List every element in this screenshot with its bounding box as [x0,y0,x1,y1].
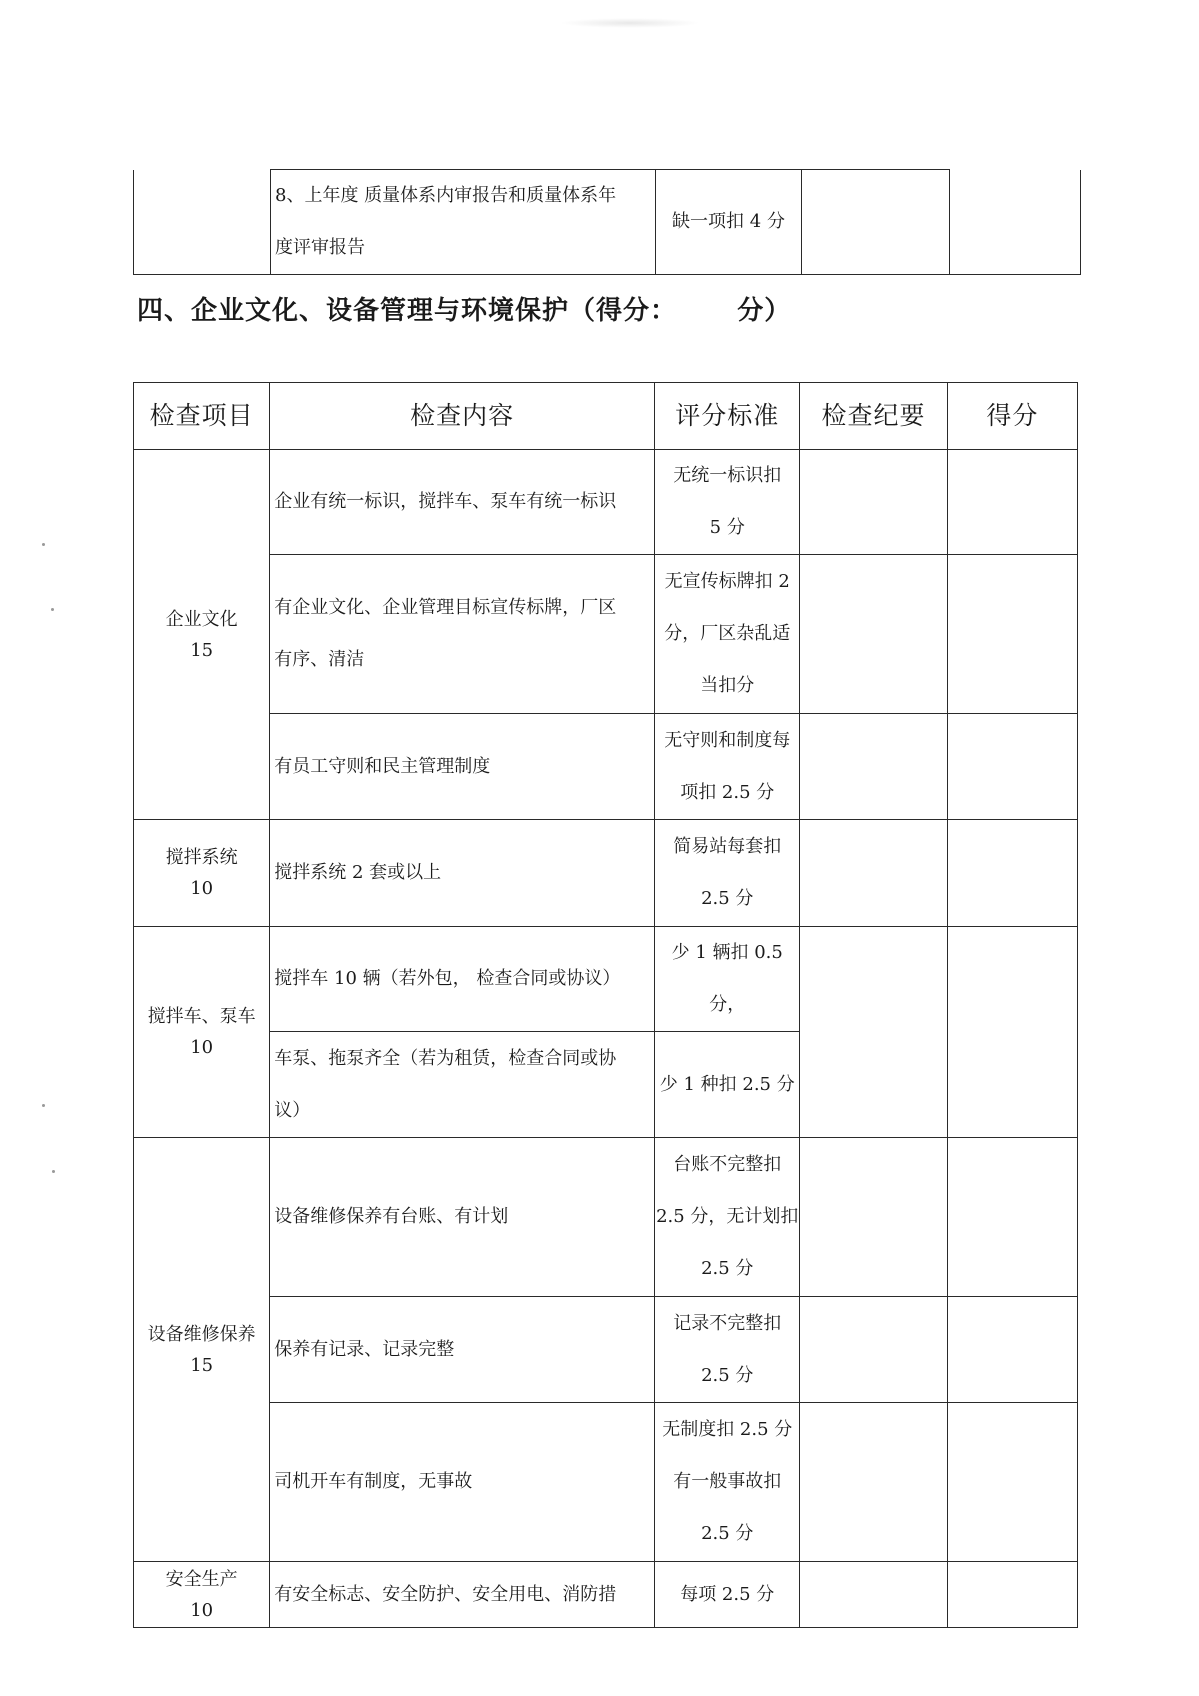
table-header-row [134,383,1078,450]
section-title: 四、企业文化、设备管理与环境保护（得分： 分） [137,296,792,326]
score-cell [947,1403,1077,1562]
criteria-line: 每项 2.5 分 [680,1583,775,1605]
content-line: 保养有记录、记录完整 [274,1338,455,1360]
criteria-cell [655,1562,800,1628]
criteria-line: 简易站每套扣 [673,836,782,857]
scan-speck [42,543,45,546]
table-cell-content [271,170,656,275]
item-name: 企业文化 [165,608,238,630]
criteria-cell [655,1297,800,1403]
content-cell [270,927,655,1032]
item-cell [134,927,270,1138]
item-name: 设备维修保养 [147,1323,256,1345]
content-line: 设备维修保养有台账、有计划 [274,1206,509,1227]
score-cell [947,555,1077,714]
criteria-cell [655,820,800,927]
score-cell [947,1297,1077,1403]
criteria-line: 少 1 辆扣 0.5 分， [671,942,783,1015]
notes-cell [800,927,947,1138]
table-row [134,820,1078,927]
criteria-line: 无统一标识扣 [673,465,782,486]
content-line: 8、上年度 质量体系内审报告和质量体系年 [275,185,617,206]
notes-cell [800,714,947,820]
content-line: 有企业文化、企业管理目标宣传标牌，厂区 [274,597,617,618]
criteria-cell [655,450,800,555]
criteria-line: 无制度扣 2.5 分 [662,1419,793,1440]
item-name: 搅拌系统 [165,847,238,868]
item-score: 10 [190,1037,214,1058]
table-row [134,450,1078,555]
item-name: 安全生产 [165,1568,238,1590]
criteria-line: 无宣传标牌扣 2 [664,571,790,592]
item-score: 10 [190,1599,214,1621]
score-cell [947,450,1077,555]
content-cell [270,1562,655,1628]
criteria-line: 少 1 种扣 2.5 分 [659,1073,795,1095]
criteria-line: 2.5 分 [701,888,754,909]
criteria-line: 无守则和制度每 [664,729,791,751]
criteria-line: 当扣分 [700,675,755,696]
content-line: 有安全标志、安全防护、安全用电、消防措 [274,1583,617,1605]
content-line: 议） [274,1099,311,1121]
criteria-line: 5 分 [709,517,745,538]
item-name: 搅拌车、泵车 [147,1006,256,1027]
item-score: 10 [190,878,214,899]
notes-cell [800,820,947,927]
criteria-cell [655,555,800,714]
header-notes: 检查纪要 [800,383,947,450]
previous-table-fragment [133,169,1081,275]
criteria-line: 记录不完整扣 [673,1312,782,1334]
table-row [134,1562,1078,1628]
content-line: 搅拌车 10 辆（若外包， 检查合同或协议） [274,968,621,989]
criteria-line: 2.5 分 [701,1258,754,1279]
content-line: 企业有统一标识，搅拌车、泵车有统一标识 [274,491,617,512]
content-cell [270,1032,655,1138]
item-cell [134,1138,270,1562]
content-cell [270,1138,655,1297]
table-cell-score [950,170,1081,275]
criteria-line: 2.5 分 [701,1523,754,1544]
content-cell [270,820,655,927]
notes-cell [800,1297,947,1403]
table-row [134,1297,1078,1403]
criteria-cell [655,1138,800,1297]
item-cell [134,450,270,820]
content-line: 搅拌系统 2 套或以上 [274,862,442,883]
header-criteria: 评分标准 [655,383,800,450]
header-content: 检查内容 [270,383,655,450]
item-score: 15 [190,1354,214,1376]
table-cell-criteria: 缺一项扣 4 分 [656,170,802,275]
criteria-line: 项扣 2.5 分 [680,781,775,803]
table-row [134,1138,1078,1297]
notes-cell [800,1403,947,1562]
scan-speck [42,1104,45,1107]
notes-cell [800,1138,947,1297]
content-line: 有序、清洁 [274,649,365,670]
table-row [134,555,1078,714]
table-cell-notes [802,170,950,275]
criteria-cell [655,714,800,820]
content-cell [270,450,655,555]
score-cell [947,820,1077,927]
table-row [134,927,1078,1032]
notes-cell [800,1562,947,1628]
score-cell [947,714,1077,820]
notes-cell [800,555,947,714]
criteria-line: 台账不完整扣 [673,1154,782,1175]
scan-speck [52,1170,55,1173]
scan-speck [51,608,54,611]
score-cell [947,1562,1077,1628]
content-line: 司机开车有制度，无事故 [274,1471,473,1492]
item-score: 15 [190,639,214,661]
table-row [134,714,1078,820]
score-cell [947,1138,1077,1297]
content-cell [270,1297,655,1403]
inspection-table [133,382,1078,1628]
criteria-line: 2.5 分，无计划扣 [656,1206,799,1227]
criteria-line: 分，厂区杂乱适 [664,623,791,644]
criteria-cell [655,927,800,1032]
table-row [134,1403,1078,1562]
scan-fold-mark [560,18,700,28]
header-score: 得分 [947,383,1077,450]
content-line: 车泵、拖泵齐全（若为租赁，检查合同或协 [274,1047,617,1069]
item-cell [134,1562,270,1628]
item-cell [134,820,270,927]
content-cell [270,555,655,714]
criteria-line: 2.5 分 [701,1364,754,1386]
notes-cell [800,450,947,555]
content-cell [270,1403,655,1562]
criteria-line: 有一般事故扣 [673,1471,782,1492]
content-cell [270,714,655,820]
empty-item-cell [134,170,271,275]
content-line: 有员工守则和民主管理制度 [274,755,491,777]
score-cell [947,927,1077,1138]
criteria-cell [655,1403,800,1562]
content-line: 度评审报告 [275,237,365,258]
header-item: 检查项目 [134,383,270,450]
criteria-cell [655,1032,800,1138]
